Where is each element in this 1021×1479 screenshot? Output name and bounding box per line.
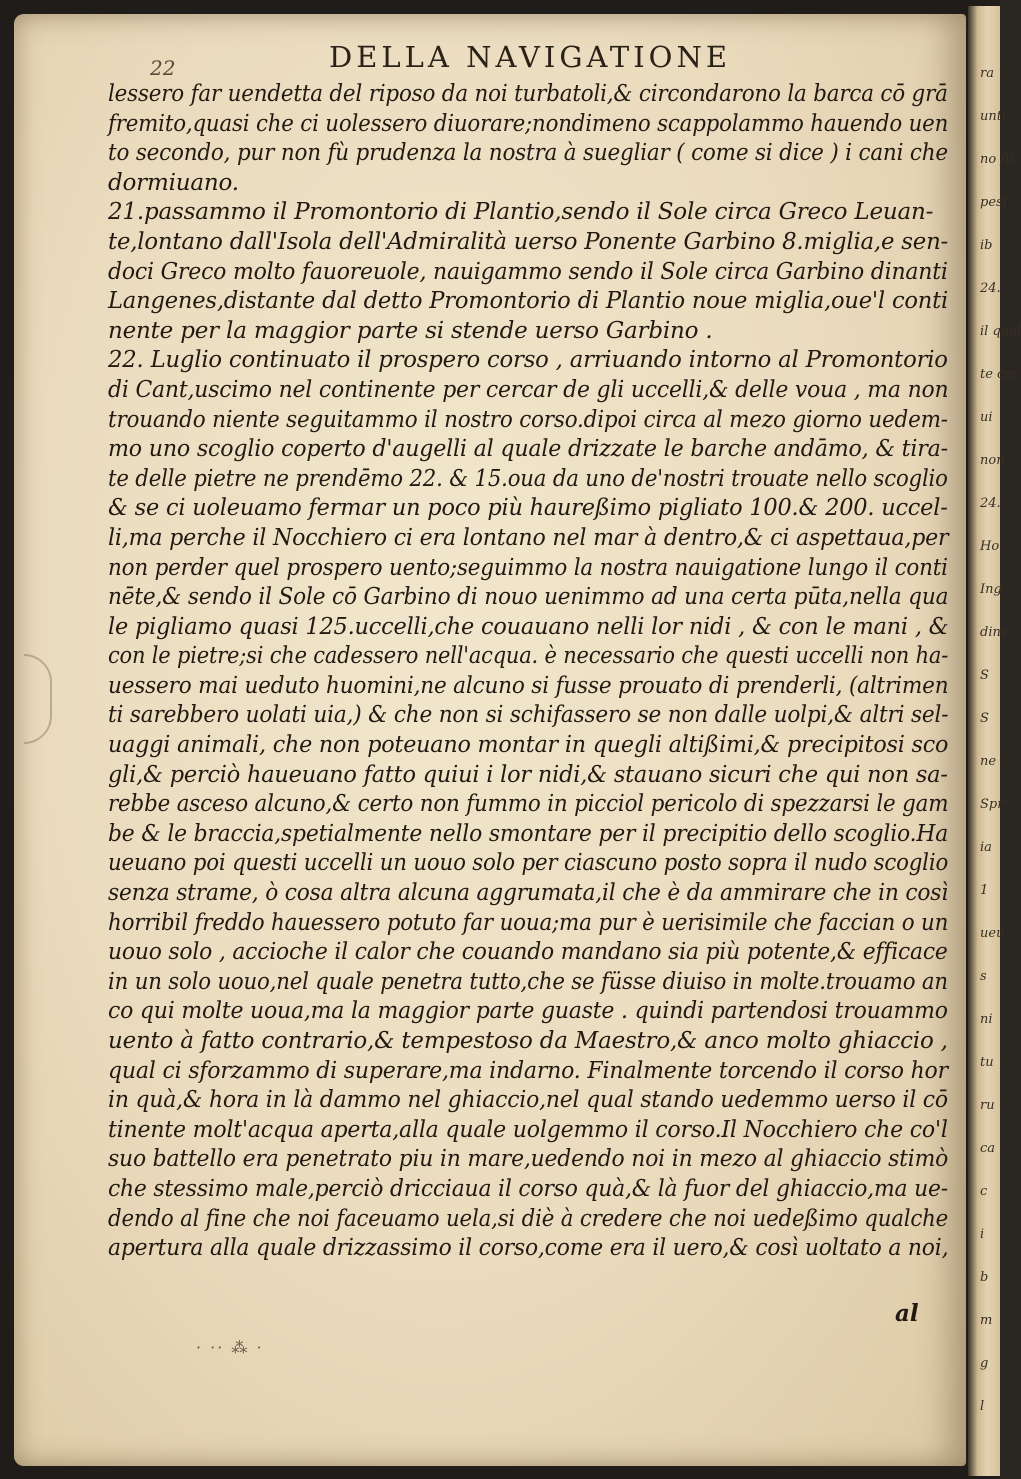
text-line: horribil freddo hauessero potuto far uoua;ma pur è uerisimile che faccian o un	[108, 909, 949, 936]
text-line: be & le braccia,spetialmente nello smontare per il precipitio dello scoglio.Ha	[108, 820, 949, 847]
facing-page-fragment: non	[980, 453, 1005, 468]
text-line: che stessimo male,perciò dricciaua il corso quà,& là fuor del ghiaccio,ma ue-	[108, 1175, 948, 1202]
text-line: ti sarebbero uolati uia,) & che non si schifassero se non dalle uolpi,& altri sel-	[108, 702, 949, 729]
text-line: fremito,quasi che ci uolessero diuorare;nondimeno scappolammo hauendo uen	[108, 110, 949, 137]
text-line: & se ci uoleuamo fermar un poco più haureßimo pigliato 100.& 200. uccel-	[108, 495, 948, 522]
facing-page-fragment: tu	[980, 1055, 994, 1070]
facing-page-fragment: Ing	[980, 582, 1002, 597]
facing-page-fragment: i	[980, 1227, 985, 1242]
facing-page-fragment: b	[980, 1270, 989, 1285]
text-line: nēte,& sendo il Sole cō Garbino di nouo uenimmo ad una certa pūta,nella qua	[108, 584, 949, 611]
text-line: doci Greco molto fauoreuole, nauigammo sendo il Sole circa Garbino dinanti	[108, 258, 948, 285]
text-line: di Cant,uscimo nel continente per cercar de gli uccelli,& delle voua , ma non	[108, 376, 949, 403]
catchword: al	[895, 1300, 919, 1327]
text-line: trouando niente seguitammo il nostro corso.dipoi circa al mezo giorno uedem-	[108, 406, 948, 433]
facing-page-fragment: S	[980, 668, 989, 683]
text-line: te delle pietre ne prendēmo 22. & 15.oua da uno de'nostri trouate nello scoglio	[108, 465, 948, 492]
facing-page-fragment: Spr	[980, 797, 1004, 812]
facing-page-fragment: ni	[980, 1012, 993, 1027]
text-line: uaggi animali, che non poteuano montar in quegli altißimi,& precipitosi sco	[108, 732, 949, 759]
text-line: co qui molte uoua,ma la maggior parte guaste . quindi partendosi trouammo	[108, 998, 948, 1025]
text-line: gli,& perciò haueuano fatto quiui i lor nidi,& stauano sicuri che qui non sa-	[108, 761, 948, 788]
text-line: Langenes,distante dal detto Promontorio di Plantio noue miglia,oue'l conti	[108, 288, 949, 315]
page-number: 22	[150, 56, 176, 80]
facing-page-fragment: dine	[980, 625, 1009, 640]
facing-page-fragment: ne	[980, 754, 997, 769]
text-line: to secondo, pur non fù prudenza la nostra à suegliar ( come si dice ) i cani che	[108, 140, 948, 167]
facing-page-fragment: te cor	[980, 367, 1019, 382]
ink-specks: · ·· ⁂ ·	[196, 1338, 264, 1357]
facing-page-fragment: ueu	[980, 926, 1005, 941]
text-line: apertura alla quale drizzassimo il corso,come era il uero,& così uoltato a noi,	[108, 1235, 949, 1262]
facing-page-fragment: g	[980, 1356, 989, 1371]
facing-page-fragment: 1	[980, 883, 989, 898]
facing-page-fragment: il qual	[980, 324, 1021, 339]
facing-page-fragment: ru	[980, 1098, 995, 1113]
facing-page-fragment: ia	[980, 840, 992, 855]
text-line: uouo solo , accioche il calor che couando mandano sia più potente,& efficace	[108, 939, 948, 966]
facing-page-fragment: ra	[980, 66, 994, 81]
text-line: lessero far uendetta del riposo da noi turbatoli,& circondarono la barca cō grā	[108, 81, 948, 107]
text-line: rebbe asceso alcuno,& certo non fummo in picciol pericolo di spezzarsi le gam	[108, 791, 949, 818]
text-line: con le pietre;si che cadessero nell'acqua. è necessario che questi uccelli non ha-	[108, 643, 949, 670]
text-line: uento à fatto contrario,& tempestoso da Maestro,& anco molto ghiaccio ,	[108, 1028, 948, 1054]
text-line: in un solo uouo,nel quale penetra tutto,che se füsse diuiso in molte.trouamo an	[108, 968, 948, 995]
facing-page-fragment: S	[980, 711, 989, 726]
facing-page-fragment: c	[980, 1184, 988, 1199]
facing-page-fragment: pesj	[980, 195, 1007, 210]
facing-page-fragment: ca	[980, 1141, 996, 1156]
facing-page-fragment: unti	[980, 109, 1007, 124]
facing-page-fragment: no fu	[980, 152, 1014, 167]
facing-page-fragment: ui	[980, 410, 993, 425]
facing-page-fragment: ib	[980, 238, 993, 253]
text-line: qual ci sforzammo di superare,ma indarno. Finalmente torcendo il corso hor	[108, 1057, 948, 1084]
text-line: le pigliamo quasi 125.uccelli,che couauano nelli lor nidi , & con le mani , &	[108, 613, 949, 640]
text-line: te,lontano dall'Isola dell'Admiralità uerso Ponente Garbino 8.miglia,e sen-	[108, 228, 949, 255]
running-head: DELLA NAVIGATIONE	[328, 40, 731, 74]
binding-mark	[24, 654, 52, 744]
facing-page-fragment: Ho	[980, 539, 1000, 554]
facing-page-fragment: s	[980, 969, 987, 984]
text-line: dendo al fine che noi faceuamo uela,si diè à credere che noi uedeßimo qualche	[108, 1205, 949, 1232]
text-line: li,ma perche il Nocchiero ci era lontano nel mar à dentro,& ci aspettaua,per	[108, 524, 949, 551]
text-line: uessero mai ueduto huomini,ne alcuno si fusse prouato di prenderli, (altrimen	[108, 672, 949, 699]
text-line: ueuano poi questi uccelli un uouo solo per ciascuno posto sopra il nudo scoglio	[108, 850, 949, 877]
text-line: in quà,& hora in là dammo nel ghiaccio,nel qual stando uedemmo uerso il cō	[108, 1087, 948, 1114]
text-line: non perder quel prospero uento;seguimmo la nostra nauigatione lungo il conti	[108, 554, 948, 581]
text-line: 21.passammo il Promontorio di Plantio,sendo il Sole circa Greco Leuan-	[108, 199, 934, 226]
facing-page-edge	[968, 6, 1021, 1476]
text-line: senza strame, ò cosa altra alcuna aggrumata,il che è da ammirare che in così	[108, 880, 948, 907]
body-text	[108, 80, 948, 1264]
text-line: 22. Luglio continuato il prospero corso , arriuando intorno al Promontorio	[108, 347, 948, 374]
facing-page-fragment: 24.	[980, 496, 1001, 511]
text-line: dormiuano.	[108, 169, 239, 196]
text-line: suo battello era penetrato piu in mare,uedendo noi in mezo al ghiaccio stimò	[108, 1146, 949, 1173]
facing-page-fragment: m	[980, 1313, 993, 1328]
facing-page-fragment: l	[980, 1399, 985, 1414]
text-line: tinente molt'acqua aperta,alla quale uolgemmo il corso.Il Nocchiero che co'l	[108, 1116, 948, 1143]
facing-page-fragment: 24.	[980, 281, 1001, 296]
text-line: nente per la maggior parte si stende uerso Garbino .	[108, 317, 713, 344]
text-line: mo uno scoglio coperto d'augelli al quale drizzate le barche andāmo, & tira-	[108, 436, 948, 463]
